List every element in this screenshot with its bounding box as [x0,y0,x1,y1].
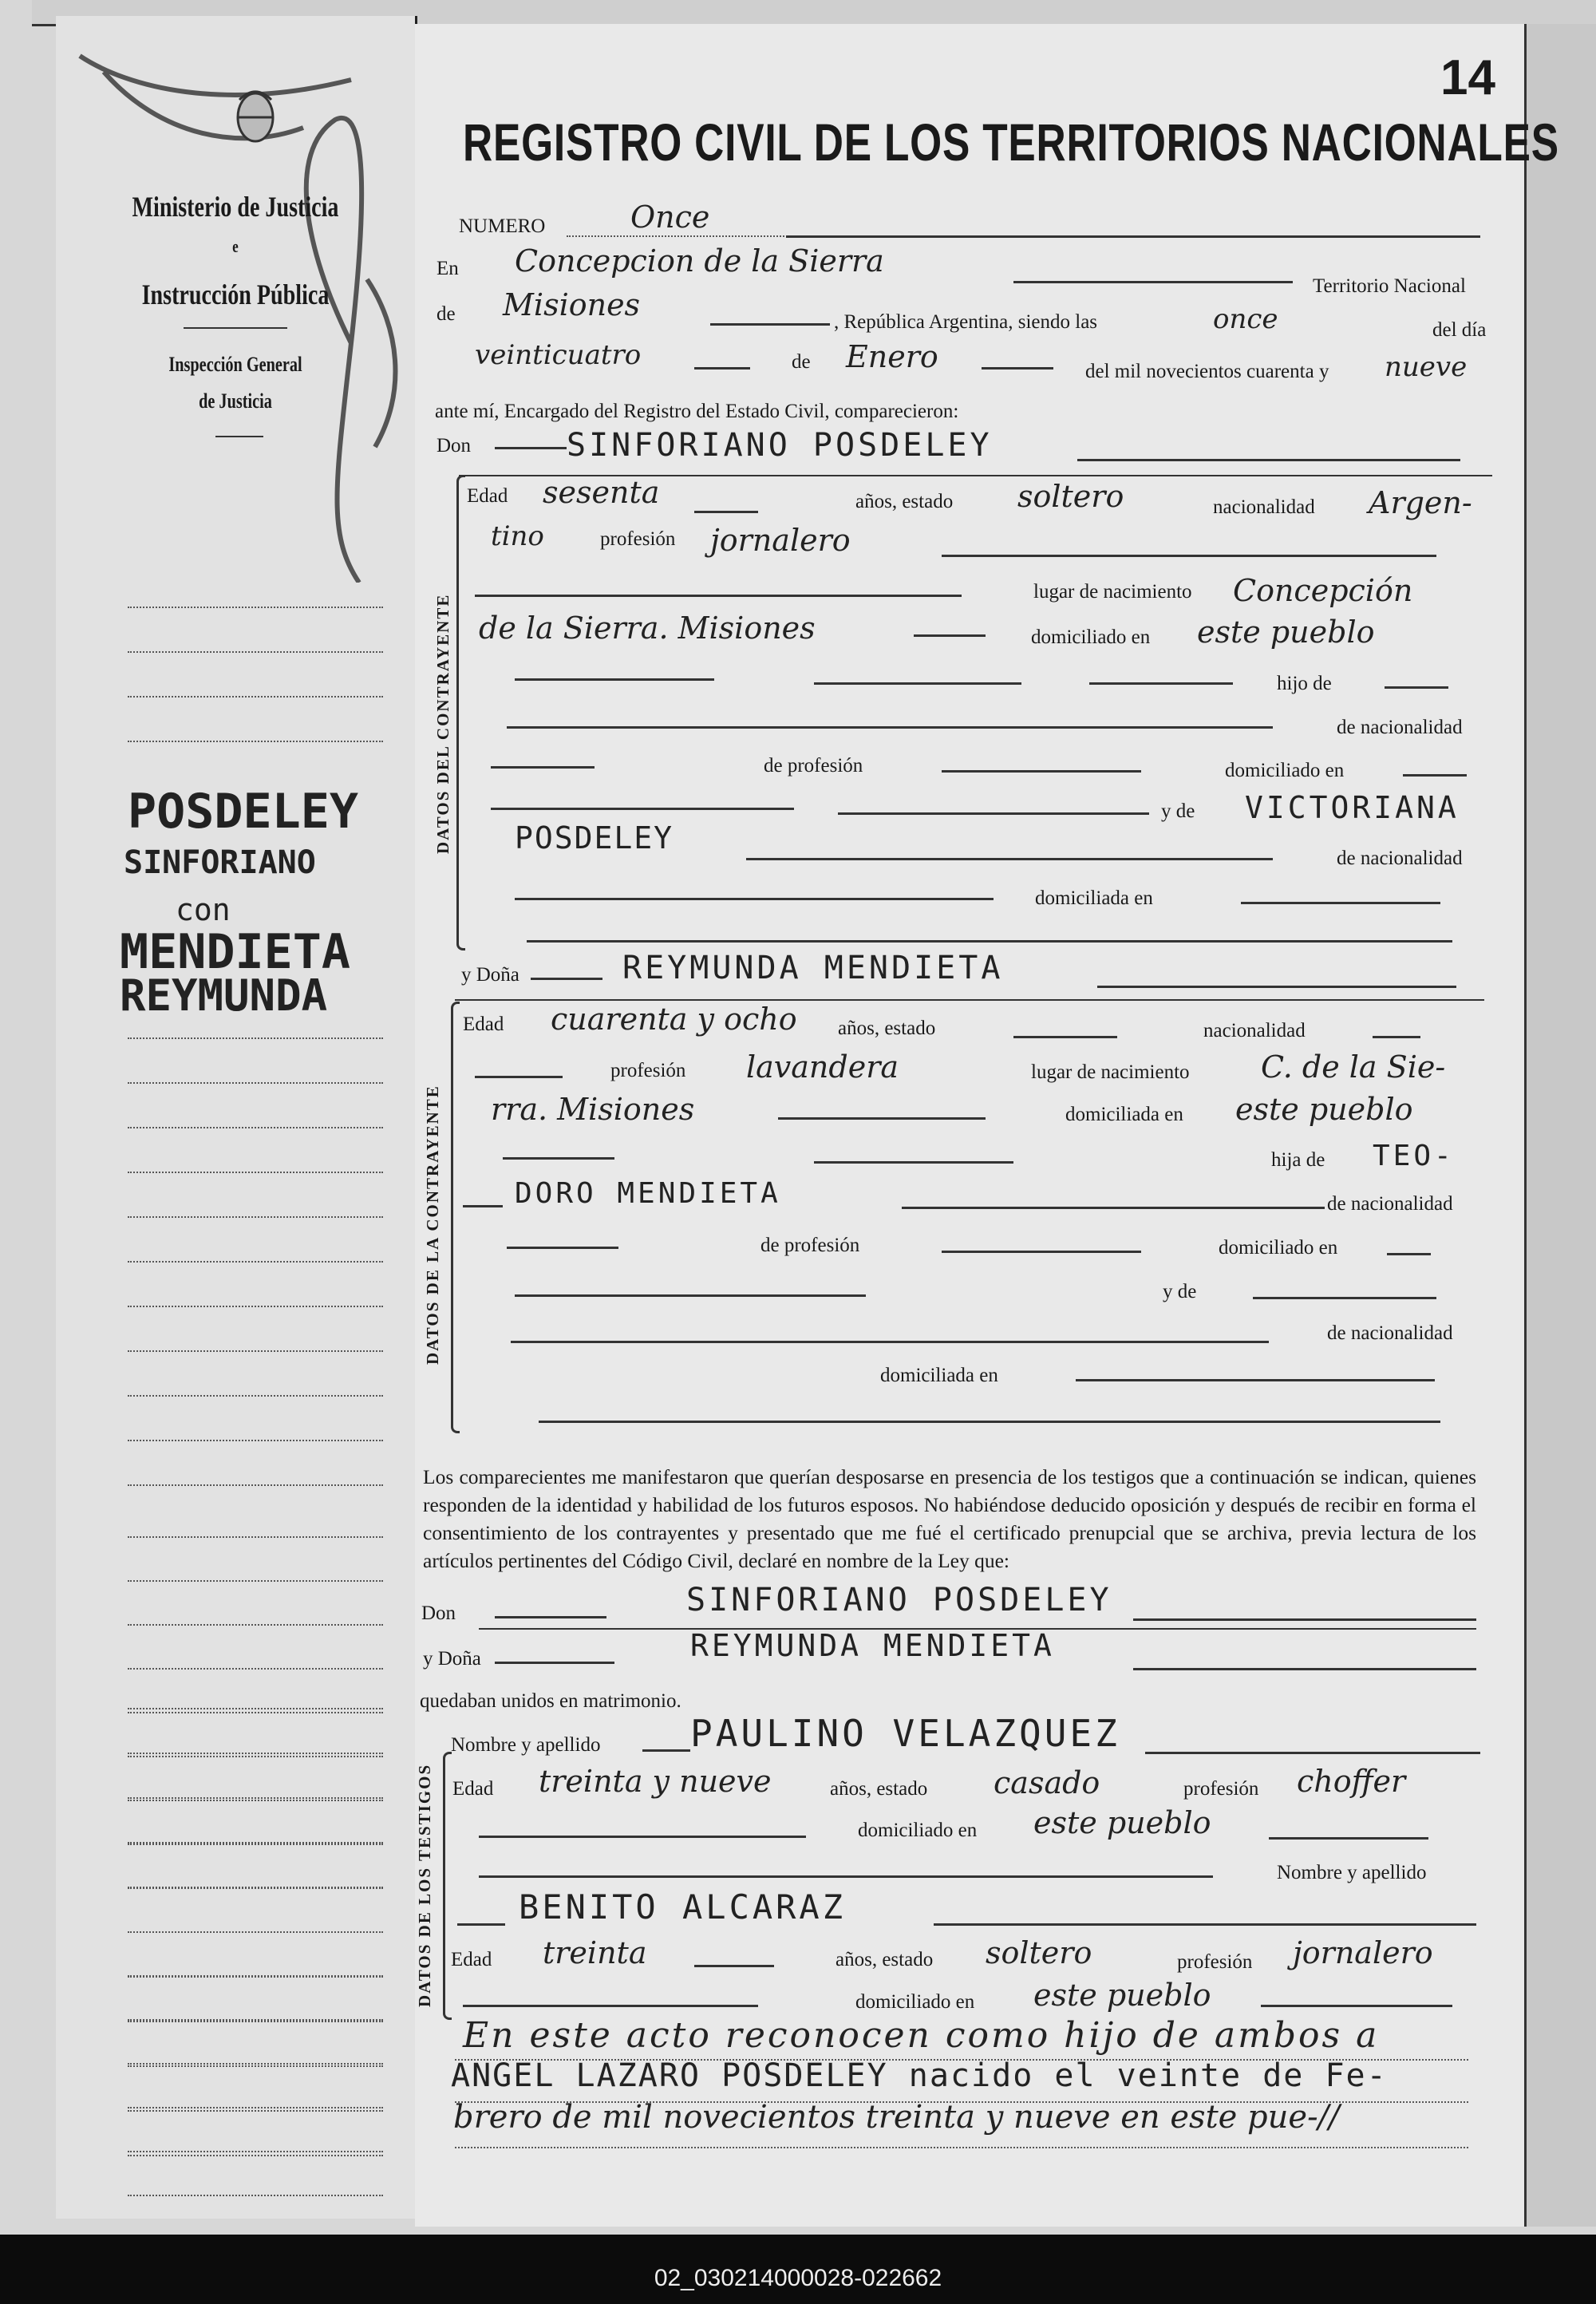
label-nacionalidad-bride: nacionalidad [1203,1020,1306,1041]
label-y-de: y de [1161,800,1195,822]
image-caption: 02_030214000028-022662 [654,2265,942,2291]
section-label-witnesses: DATOS DE LOS TESTIGOS [415,1763,434,2007]
label-del-mil: del mil novecientos cuarenta y [1085,361,1329,382]
rule [1373,1036,1420,1038]
ministry-line3: Instrucción Pública [141,279,330,310]
note-line1: En este acto reconocen como hijo de ambos a [463,2015,1380,2056]
rule [942,1251,1141,1253]
groom-birthplace-1: Concepción [1233,573,1413,608]
rule [1261,2005,1452,2007]
rule [1241,902,1440,904]
margin-note-line1: POSDELEY [128,784,358,840]
label-anos-estado-w1: años, estado [830,1778,928,1800]
rule [1097,986,1456,988]
rule [778,1117,986,1120]
label-hijo-de: hijo de [1277,673,1332,694]
label-nacionalidad: nacionalidad [1213,496,1315,518]
groom-status: soltero [1017,479,1124,514]
rule [814,1161,1013,1164]
rule [942,770,1141,773]
witness2-domicile: este pueblo [1033,1978,1211,2013]
rule [539,1421,1440,1423]
rule [1253,1297,1436,1299]
bride-name: REYMUNDA MENDIETA [622,950,1004,986]
label-territorio: Territorio Nacional [1313,275,1466,297]
label-numero: NUMERO [459,215,546,237]
value-lugar: Concepcion de la Sierra [515,243,884,279]
rule [515,898,994,900]
rule [1013,1036,1117,1038]
label-edad-w2: Edad [451,1949,492,1970]
label-profesion-w1: profesión [1183,1778,1259,1800]
groom-name: SINFORIANO POSDELEY [567,427,993,464]
rule [495,1616,606,1618]
rule [531,978,602,980]
label-edad-bride: Edad [463,1014,504,1035]
rule [1077,459,1460,461]
rule [475,1076,563,1078]
rule [479,1836,806,1838]
groom-bracket [456,475,465,950]
rule [507,1247,618,1249]
value-dia: veinticuatro [475,339,642,371]
rule [642,1749,690,1752]
bride-bracket [451,1002,460,1433]
rule [914,634,986,637]
label-domiciliada-en: domiciliada en [1035,887,1153,909]
rule [515,678,714,681]
label-quedaban: quedaban unidos en matrimonio. [420,1690,681,1712]
inspection-line2: de Justicia [199,389,272,413]
witness2-profession: jornalero [1293,1935,1433,1970]
rule [511,1341,1269,1343]
bride-birthplace-1: C. de la Sie- [1261,1049,1446,1085]
label-anos-estado-w2: años, estado [836,1949,934,1970]
label-don: Don [437,435,472,456]
rule [463,2005,758,2007]
bride-birthplace-2: rra. Misiones [491,1092,695,1127]
witness1-domicile: este pueblo [1033,1805,1211,1840]
rule [475,595,962,597]
declaration-paragraph: Los comparecientes me manifestaron que querían desposarse en presencia de los testigos que a continuación se indican, quienes responden de la identidad y habilidad de los futuros esposos. No habiéndose deducido oposición y después de recibir en forma el consentimiento de los contrayentes y presentado que me fué el certificado prenupcial que se archiva, previa lectura de los artículos pertinentes del Código Civil, declaré en nombre de la Ley que: [423,1465,1476,1572]
rule [786,235,1480,238]
bride-domicile: este pueblo [1235,1092,1413,1127]
rule [527,940,1452,943]
ministry-line1: Ministerio de Justicia [132,191,339,223]
bride-profession: lavandera [746,1049,899,1085]
rule [515,1294,866,1297]
rule [495,447,567,449]
label-y-dona: y Doña [461,964,519,986]
rule [1076,1379,1435,1381]
value-mes: Enero [846,339,938,374]
label-anos-estado-bride: años, estado [838,1018,936,1039]
value-hora: once [1213,303,1278,335]
label-domiciliada-en-bride: domiciliada en [1065,1104,1183,1125]
rule [1403,774,1467,777]
rule [838,812,1149,815]
bride-father-2: DORO MENDIETA [515,1177,781,1210]
groom-domicile: este pueblo [1197,615,1375,650]
rule [455,2147,1468,2148]
groom-age: sesenta [543,475,660,510]
rule [1387,1253,1431,1255]
rule [1385,686,1448,689]
label-de-nacionalidad-2: de nacionalidad [1337,848,1463,869]
rule [479,1875,1213,1878]
rule [1145,1752,1480,1754]
groom-mother-2: POSDELEY [515,820,674,856]
label-de-nacionalidad-bride: de nacionalidad [1327,1193,1453,1215]
label-de-profesion: de profesión [764,755,863,777]
value-anio: nueve [1385,351,1468,383]
label-de: de [437,303,456,325]
witness1-age: treinta y nueve [539,1764,772,1799]
rule [694,1965,774,1967]
label-de-profesion-bride: de profesión [760,1235,860,1256]
witness1-profession: choffer [1297,1764,1406,1799]
rule [457,1923,505,1926]
label-don-decl: Don [421,1603,456,1624]
witness1-name: PAULINO VELAZQUEZ [690,1712,1120,1755]
rule [495,1662,614,1664]
groom-mother-1: VICTORIANA [1245,790,1460,825]
label-republica: , República Argentina, siendo las [834,311,1098,333]
label-lugar-nacimiento: lugar de nacimiento [1033,581,1192,603]
rule [1013,281,1293,283]
margin-note-line4: MENDIETA [120,924,350,980]
page-number: 14 [1440,50,1495,105]
label-y-dona-decl: y Doña [423,1648,481,1670]
label-nombre-apellido: Nombre y apellido [451,1734,601,1756]
rule [982,367,1053,370]
rule [902,1207,1325,1209]
groom-birthplace-2: de la Sierra. Misiones [479,611,816,646]
rule [1269,1837,1428,1840]
label-domiciliado-en-2: domiciliado en [1225,760,1345,781]
margin-note-line5: REYMUNDA [120,970,328,1021]
section-label-groom: DATOS DEL CONTRAYENTE [433,593,452,854]
label-y-de-bride: y de [1163,1281,1197,1302]
label-hija-de: hija de [1271,1149,1325,1171]
witness2-status: soltero [986,1935,1092,1970]
rule [942,555,1436,557]
groom-nationality-2: tino [491,520,544,552]
label-en: En [437,258,459,279]
witness2-name: BENITO ALCARAZ [519,1887,847,1927]
ministry-divider [184,327,287,329]
label-lugar-nacimiento-bride: lugar de nacimiento [1031,1061,1190,1083]
rule [507,726,1273,729]
bride-father-1: TEO- [1373,1140,1455,1172]
label-anos-estado: años, estado [855,491,954,512]
rule [463,1205,503,1207]
ministry-line2: e [232,236,239,256]
rule [567,235,806,237]
decl-don-name: SINFORIANO POSDELEY [686,1582,1112,1618]
groom-nationality-1: Argen- [1369,485,1472,520]
witness-bracket [443,1752,452,2020]
margin-note-line3: con [176,892,231,927]
label-del-dia: del día [1432,319,1487,341]
form-title: REGISTRO CIVIL DE LOS TERRITORIOS NACIONALES [463,113,1559,172]
label-nombre-apellido-2: Nombre y apellido [1277,1862,1427,1883]
label-edad-w1: Edad [452,1778,494,1800]
section-label-bride: DATOS DE LA CONTRAYENTE [423,1085,442,1365]
label-profesion-w2: profesión [1177,1951,1253,1973]
label-domiciliado-w1: domiciliado en [858,1820,978,1841]
rule [503,1157,614,1160]
label-edad: Edad [467,485,508,507]
rule [710,323,830,326]
decl-dona-name: REYMUNDA MENDIETA [690,1628,1055,1663]
label-profesion: profesión [600,528,676,550]
rule [694,511,758,513]
label-domiciliada-en-bride-2: domiciliada en [880,1365,998,1386]
rule [814,682,1021,685]
rule [455,999,1484,1001]
label-de2: de [792,351,811,373]
right-edge [1524,24,1596,2227]
witness2-age: treinta [543,1935,647,1970]
label-de-nacionalidad: de nacionalidad [1337,717,1463,738]
rule [491,766,595,769]
inspection-line1: Inspección General [168,353,302,376]
rule [1133,1618,1476,1621]
rule [1133,1668,1476,1670]
label-ante-mi: ante mí, Encargado del Registro del Estado Civil, comparecieron: [435,401,959,422]
rule [1089,682,1233,685]
coat-of-arms-icon [231,84,279,148]
rule [491,808,794,810]
rule [694,367,750,370]
rule [934,1923,1476,1926]
bride-age: cuarenta y ocho [551,1002,797,1037]
label-de-nacionalidad-bride-2: de nacionalidad [1327,1322,1453,1344]
note-line2: ANGEL LAZARO POSDELEY nacido el veinte de Fe- [451,2057,1388,2094]
value-territorio: Misiones [503,287,641,322]
witness1-status: casado [994,1765,1100,1800]
label-domiciliado-w2: domiciliado en [855,1991,975,2013]
inspection-divider [215,436,263,437]
margin-note-line2: SINFORIANO [124,844,316,881]
rule [746,858,1273,860]
note-line3: brero de mil novecientos treinta y nueve en este pue-// [453,2099,1340,2136]
label-domiciliado-en: domiciliado en [1031,626,1151,648]
label-profesion-bride: profesión [610,1060,686,1081]
label-domiciliado-en-bride: domiciliado en [1219,1237,1338,1259]
value-numero: Once [630,200,710,235]
groom-profession: jornalero [710,523,851,558]
